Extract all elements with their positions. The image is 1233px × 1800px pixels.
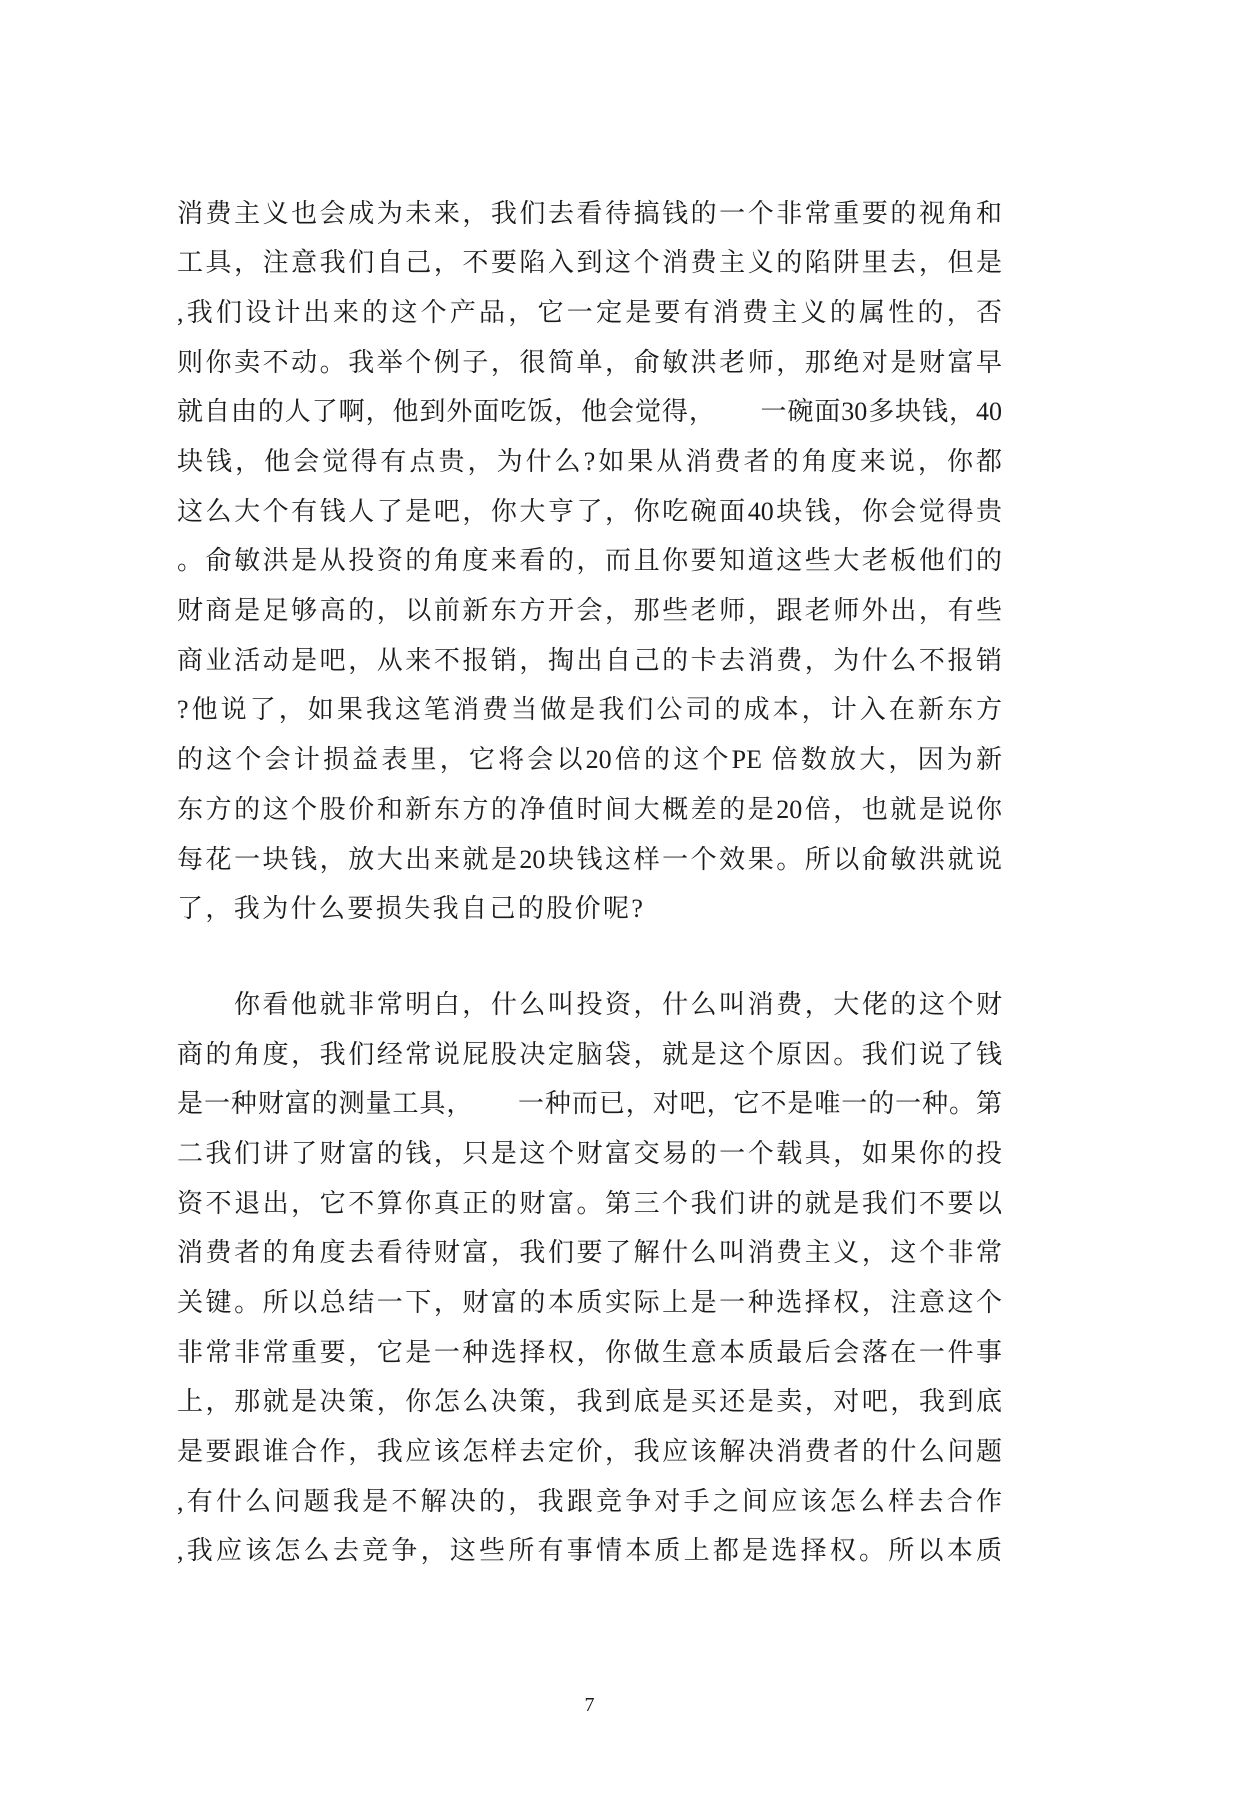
paragraph-1 (177, 189, 1002, 934)
text-line: 商业活动是吧，从来不报销，掏出自己的卡去消费，为什么不报销 (177, 645, 1002, 675)
text-line: 是要跟谁合作，我应该怎样去定价，我应该解决消费者的什么问题 (177, 1437, 1002, 1467)
text-line: ,有什么问题我是不解决的，我跟竞争对手之间应该怎么样去合作 (177, 1486, 1002, 1516)
text-line: 的这个会计损益表里，它将会以20倍的这个PE 倍数放大，因为新 (177, 745, 1002, 775)
text-line: 财商是足够高的，以前新东方开会，那些老师，跟老师外出，有些 (177, 596, 1002, 626)
text-line: ,我们设计出来的这个产品，它一定是要有消费主义的属性的，否 (177, 297, 1002, 327)
page-number: 7 (584, 1694, 595, 1716)
text-line: 关键。所以总结一下，财富的本质实际上是一种选择权，注意这个 (177, 1288, 1002, 1318)
text-line: 东方的这个股价和新东方的净值时间大概差的是20倍，也就是说你 (177, 794, 1002, 824)
text-line: 商的角度，我们经常说屁股决定脑袋，就是这个原因。我们说了钱 (177, 1039, 1002, 1069)
text-line: 非常非常重要，它是一种选择权，你做生意本质最后会落在一件事 (177, 1337, 1002, 1367)
text-line: 二我们讲了财富的钱，只是这个财富交易的一个载具，如果你的投 (177, 1138, 1002, 1168)
text-line: 了，我为什么要损失我自己的股价呢? (177, 894, 646, 924)
text-line: 这么大个有钱人了是吧，你大亨了，你吃碗面40块钱，你会觉得贵 (177, 496, 1002, 526)
text-line: 消费者的角度去看待财富，我们要了解什么叫消费主义，这个非常 (177, 1238, 1002, 1268)
text-line: 资不退出，它不算你真正的财富。第三个我们讲的就是我们不要以 (177, 1188, 1002, 1218)
text-line: 就自由的人了啊，他到外面吃饭，他会觉得， 一碗面30多块钱，40 (177, 397, 1002, 427)
text-line: ?他说了，如果我这笔消费当做是我们公司的成本，计入在新东方 (177, 695, 1002, 725)
text-line: 上，那就是决策，你怎么决策，我到底是买还是卖，对吧，我到底 (177, 1387, 1002, 1417)
text-line: 则你卖不动。我举个例子，很简单，俞敏洪老师，那绝对是财富早 (177, 347, 1002, 377)
text-line: 你看他就非常明白，什么叫投资，什么叫消费，大佬的这个财 (234, 989, 1002, 1019)
text-line: ,我应该怎么去竞争，这些所有事情本质上都是选择权。所以本质 (177, 1536, 1002, 1566)
paragraph-2 (177, 980, 1002, 1576)
text-line: 。俞敏洪是从投资的角度来看的，而且你要知道这些大老板他们的 (177, 546, 1002, 576)
text-line: 每花一块钱，放大出来就是20块钱这样一个效果。所以俞敏洪就说 (177, 844, 1002, 874)
text-line: 工具，注意我们自己，不要陷入到这个消费主义的陷阱里去，但是 (177, 248, 1002, 278)
text-line: 是一种财富的测量工具， 一种而已，对吧，它不是唯一的一种。第 (177, 1089, 1002, 1119)
text-line: 块钱，他会觉得有点贵，为什么?如果从消费者的角度来说，你都 (177, 447, 1002, 477)
text-line: 消费主义也会成为未来，我们去看待搞钱的一个非常重要的视角和 (177, 198, 1002, 228)
